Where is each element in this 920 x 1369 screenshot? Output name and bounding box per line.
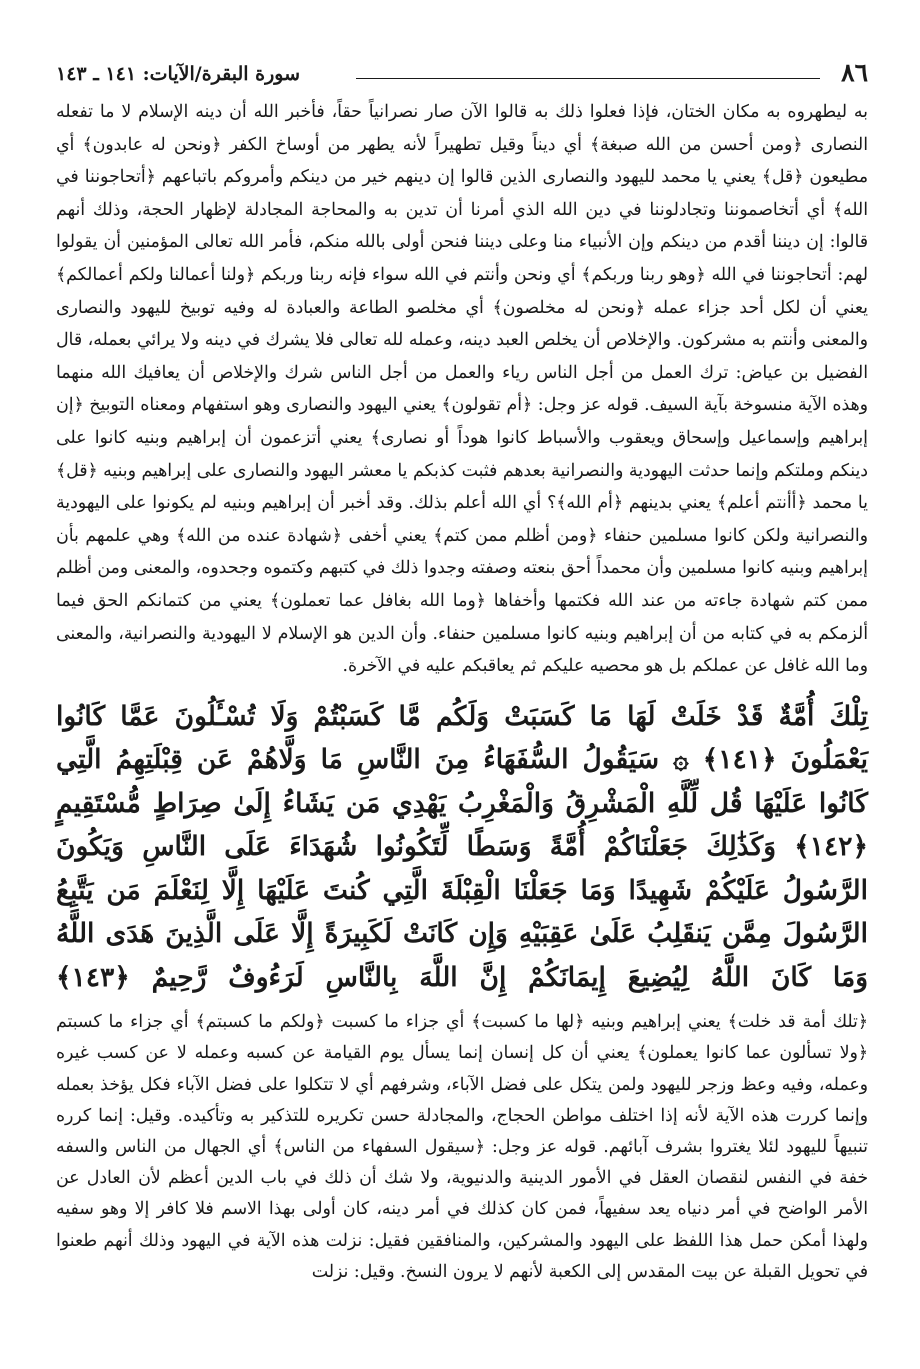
commentary-lower xyxy=(56,1007,868,1288)
commentary-lower-text: ﴿تلك أمة قد خلت﴾ يعني إبراهيم وبنيه ﴿لها ما كسبت﴾ أي جزاء ما كسبت ﴿ولكم ما كسبتم﴾ أي جزاء ما كسبتم ﴿ولا تسألون عما كانوا يعملون﴾ يعني أن كل إنسان إنما يسأل يوم القيامة عن كسبه وعمله لا عن كسب غيره وعمله، وفيه وعظ وزجر لليهود ولمن يتكل على فضل الآباء، وشرفهم أي لا تتكلوا على فضل الآباء فكل يؤخذ بعمله وإنما كررت هذه الآية لأنه إذا اختلف مواطن الحجاج، والمجادلة حسن تكريره للتذكير به وتأكيده. وقيل: إنما كرره تنبيهاً لليهود لئلا يغتروا بشرف آبائهم. قوله عز وجل: ﴿سيقول السفهاء من الناس﴾ أي الجهال من الناس والسفه خفة في النفس لنقصان العقل في الأمور الدينية والدنيوية، ولا شك أن ذلك في باب الدين أعظم لأن العادل عن الأمر الواضح في أمر دنياه يعد سفيهاً، فمن كان كذلك في أمر دينه، كان أولى بهذا الاسم فلا كافر إلا وهو سفيه ولهذا أمكن حمل هذا اللفظ على اليهود والمشركين، والمنافقين فقيل: نزلت هذه الآية في اليهود وذلك أنهم طعنوا في تحويل القبلة عن بيت المقدس إلى الكعبة لأنهم لا يرون النسخ. وقيل: نزلت xyxy=(56,1012,868,1282)
page-number: ٨٦ xyxy=(841,58,868,87)
running-title: سورة البقرة/الآيات: ١٤١ ـ ١٤٣ xyxy=(56,63,301,85)
commentary-upper-text: به ليطهروه به مكان الختان، فإذا فعلوا ذلك به قالوا الآن صار نصرانياً حقاً، فأخبر الله أن دينه الإسلام لا ما تفعله النصارى ﴿ومن أحسن من الله صبغة﴾ أي ديناً وقيل تطهيراً لأنه يطهر من أوساخ الكفر ﴿ونحن له عابدون﴾ أي مطيعون ﴿قل﴾ يعني يا محمد لليهود والنصارى الذين قالوا إن دينهم خير من دينكم وأمروكم باتباعهم ﴿أتحاجوننا في الله﴾ أي أتخاصموننا وتجادلوننا في دين الله الذي أمرنا أن تدين به والمحاجة المجادلة لإظهار الحجة، وذلك أنهم قالوا: إن ديننا أقدم من دينكم وإن الأنبياء منا وعلى ديننا فنحن أولى بالله منكم، فأمر الله تعالى المؤمنين أن يقولوا لهم: أتحاجوننا في الله ﴿وهو ربنا وربكم﴾ أي ونحن وأنتم في الله سواء فإنه ربنا وربكم ﴿ولنا أعمالنا ولكم أعمالكم﴾ يعني أن لكل أحد جزاء عمله ﴿ونحن له مخلصون﴾ أي مخلصو الطاعة والعبادة له وفيه توبيخ لليهود والنصارى والمعنى وأنتم به مشركون. والإخلاص أن يخلص العبد دينه، وعمله لله تعالى فلا يشرك في دينه ولا يرائي بعمله، قال الفضيل بن عياض: ترك العمل من أجل الناس رياء والعمل من أجل الناس شرك والإخلاص أن يعافيك الله منهما وهذه الآية منسوخة بآية السيف. قوله عز وجل: ﴿أم تقولون﴾ يعني اليهود والنصارى وهو استفهام ومعناه التوبيخ ﴿إن إبراهيم وإسماعيل وإسحاق ويعقوب والأسباط كانوا هوداً أو نصارى﴾ يعني أتزعمون أن إبراهيم وبنيه كانوا على دينكم وملتكم وإنما حدثت اليهودية والنصرانية بعدهم فثبت كذبكم يا معشر اليهود والنصارى على إبراهيم وبنيه ﴿قل﴾ يا محمد ﴿أأنتم أعلم﴾ يعني بدينهم ﴿أم الله﴾؟ أي الله أعلم بذلك. وقد أخبر أن إبراهيم وبنيه لم يكونوا على اليهودية والنصرانية ولكن كانوا مسلمين حنفاء ﴿ومن أظلم ممن كتم﴾ يعني أخفى ﴿شهادة عنده من الله﴾ وهي علمهم بأن إبراهيم وبنيه كانوا مسلمين وأن محمداً أحق بنعته وصفته وجدوا ذلك في كتبهم وكتموه وجحدوه، والمعنى ومن أظلم ممن كتم شهادة جاءته من عند الله فكتمها وأخفاها ﴿وما الله بغافل عما تعملون﴾ يعني من كتمانكم الحق فيما ألزمكم به في كتابه من أن إبراهيم وبنيه كانوا مسلمين حنفاء. وأن الدين هو الإسلام لا اليهودية والنصرانية، والمعنى وما الله غافل عن عملكم بل هو محصيه عليكم ثم يعاقبكم عليه في الآخرة. xyxy=(56,102,868,677)
running-header xyxy=(56,58,868,92)
verses-text: تِلْكَ أُمَّةٌ قَدْ خَلَتْ لَهَا مَا كَسَبَتْ وَلَكُم مَّا كَسَبْتُمْ وَلَا تُسْـَٔلُونَ عَمَّا كَانُوا يَعْمَلُونَ ﴿١٤١﴾ ۞ سَيَقُولُ السُّفَهَاءُ مِنَ النَّاسِ مَا وَلَّاهُمْ عَن قِبْلَتِهِمُ الَّتِي كَانُوا عَلَيْهَا قُل لِّلَّهِ الْمَشْرِقُ وَالْمَغْرِبُ يَهْدِي مَن يَشَاءُ إِلَىٰ صِرَاطٍ مُّسْتَقِيمٍ ﴿١٤٢﴾ وَكَذَٰلِكَ جَعَلْنَاكُمْ أُمَّةً وَسَطًا لِّتَكُونُوا شُهَدَاءَ عَلَى النَّاسِ وَيَكُونَ الرَّسُولُ عَلَيْكُمْ شَهِيدًا وَمَا جَعَلْنَا الْقِبْلَةَ الَّتِي كُنتَ عَلَيْهَا إِلَّا لِنَعْلَمَ مَن يَتَّبِعُ الرَّسُولَ مِمَّن يَنقَلِبُ عَلَىٰ عَقِبَيْهِ وَإِن كَانَتْ لَكَبِيرَةً إِلَّا عَلَى الَّذِينَ هَدَى اللَّهُ وَمَا كَانَ اللَّهُ لِيُضِيعَ إِيمَانَكُمْ إِنَّ اللَّهَ بِالنَّاسِ لَرَءُوفٌ رَّحِيمٌ ﴿١٤٣﴾ xyxy=(56,700,868,993)
commentary-upper xyxy=(56,96,868,683)
header-rule xyxy=(356,78,820,79)
quran-verses xyxy=(56,695,868,1000)
